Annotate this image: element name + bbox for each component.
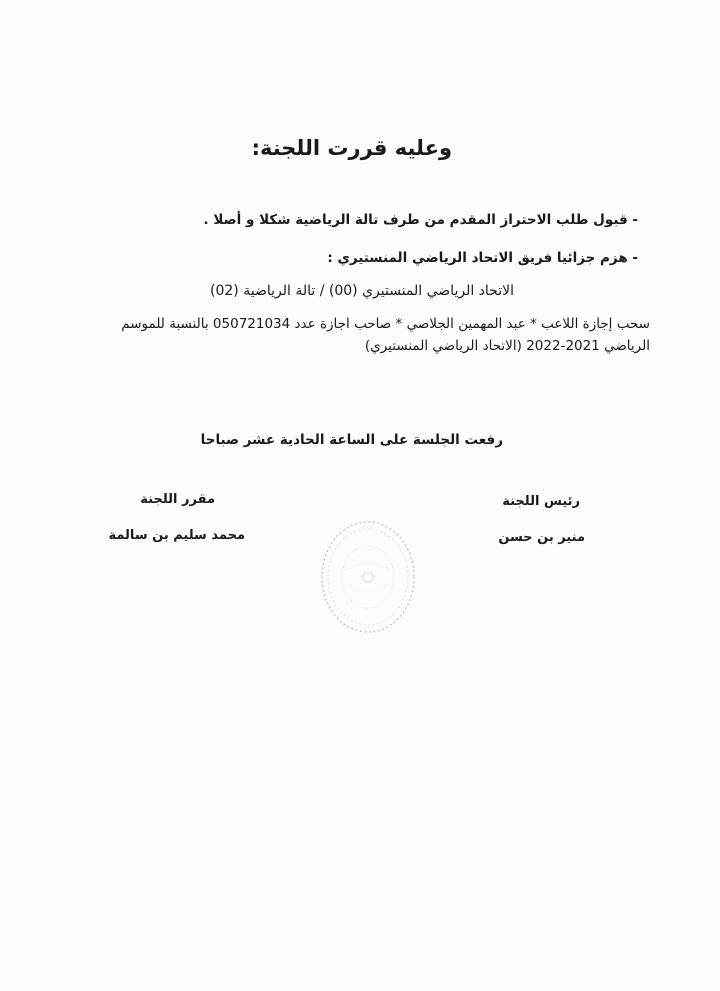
decision-line-score: الاتحاد الرياضي المنستيري (00) / تالة الرياضية (02) <box>210 283 514 299</box>
adjournment-line: رفعت الجلسة على الساعة الحادية عشر صباحا <box>200 432 503 448</box>
decision-line-accept-end: . <box>203 212 214 228</box>
decision-line-forfeit: - هزم جزائيا فريق الاتحاد الرياضي المنستيري : <box>327 250 638 266</box>
decision-line-accept-text: - قبول طلب الاحتراز المقدم من طرف تالة الرياضية <box>290 212 638 228</box>
official-stamp-icon <box>318 518 418 636</box>
secretary-name: محمد سليم بن سالمة <box>108 528 245 543</box>
decision-heading: وعليه قررت اللجنة: <box>251 136 452 160</box>
president-name: منير بن حسن <box>498 530 585 545</box>
decision-line-license: سحب إجازة اللاعب * عبد المهمين الجلاصي * صاحب اجازة عدد 050721034 بالنسبة للموسم <box>121 316 650 332</box>
decision-line-accept-bold-form: شكلا <box>259 212 291 228</box>
president-title: رئيس اللجنة <box>502 494 580 509</box>
decision-line-accept-and: و <box>241 212 260 228</box>
decision-line-accept-bold-substance: أصلا <box>213 212 242 228</box>
decision-line-season: الرياضي 2021-2022 (الاتحاد الرياضي المنستيري) <box>364 338 650 354</box>
decision-line-accept <box>204 212 638 228</box>
secretary-title: مقرر اللجنة <box>140 492 215 507</box>
